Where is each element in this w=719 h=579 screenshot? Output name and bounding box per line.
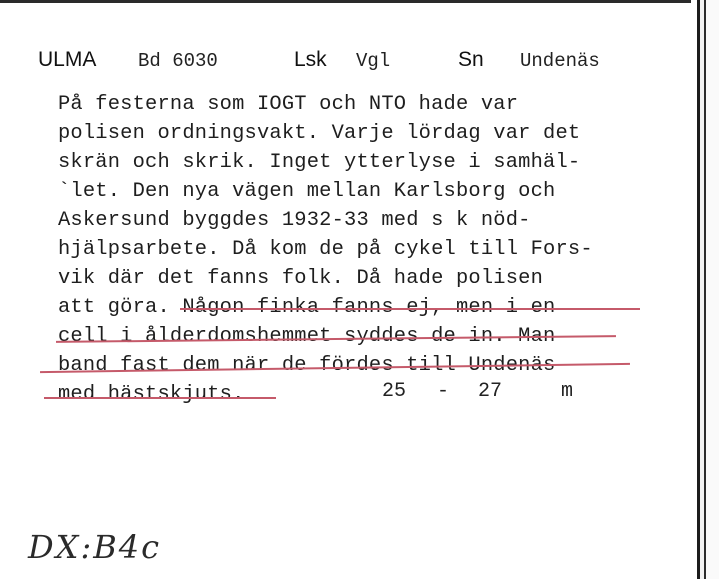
page-dash: - bbox=[437, 380, 450, 403]
text-line: hjälpsarbete. Då kom de på cykel till Fors- bbox=[58, 238, 593, 261]
text-line: `let. Den nya vägen mellan Karlsborg och bbox=[58, 180, 556, 203]
archive-name: ULMA bbox=[38, 48, 97, 71]
page-to: 27 bbox=[478, 380, 503, 403]
text-line: cell i ålderdomshemmet syddes de in. Man bbox=[58, 325, 556, 348]
text-line: med hästskjuts. bbox=[58, 383, 245, 406]
card-header bbox=[38, 48, 678, 78]
socken-value: Undenäs bbox=[520, 50, 600, 72]
pencil-underline bbox=[180, 308, 640, 310]
text-line: band fast dem när de fördes till Undenäs bbox=[58, 354, 556, 377]
informant-gender: m bbox=[561, 380, 574, 403]
text-line: skrän och skrik. Inget ytterlyse i samhäl- bbox=[58, 151, 581, 174]
record-text bbox=[58, 90, 658, 409]
text-line: vik där det fanns folk. Då hade polisen bbox=[58, 267, 544, 290]
card-right-edge bbox=[691, 0, 719, 579]
card-top-border bbox=[0, 0, 719, 3]
pencil-underline bbox=[44, 397, 276, 399]
landskap-value: Vgl bbox=[356, 50, 391, 72]
landskap-label: Lsk bbox=[294, 48, 327, 71]
archive-number: Bd 6030 bbox=[138, 50, 218, 72]
text-line: att göra. Någon finka fanns ej, men i en bbox=[58, 296, 556, 319]
text-line: På festerna som IOGT och NTO hade var bbox=[58, 93, 519, 116]
text-line: polisen ordningsvakt. Varje lördag var det bbox=[58, 122, 581, 145]
page-from: 25 bbox=[382, 380, 407, 403]
text-line: Askersund byggdes 1932-33 med s k nöd- bbox=[58, 209, 531, 232]
handwritten-signum: DX:B4c bbox=[28, 528, 162, 566]
socken-label: Sn bbox=[458, 48, 484, 71]
